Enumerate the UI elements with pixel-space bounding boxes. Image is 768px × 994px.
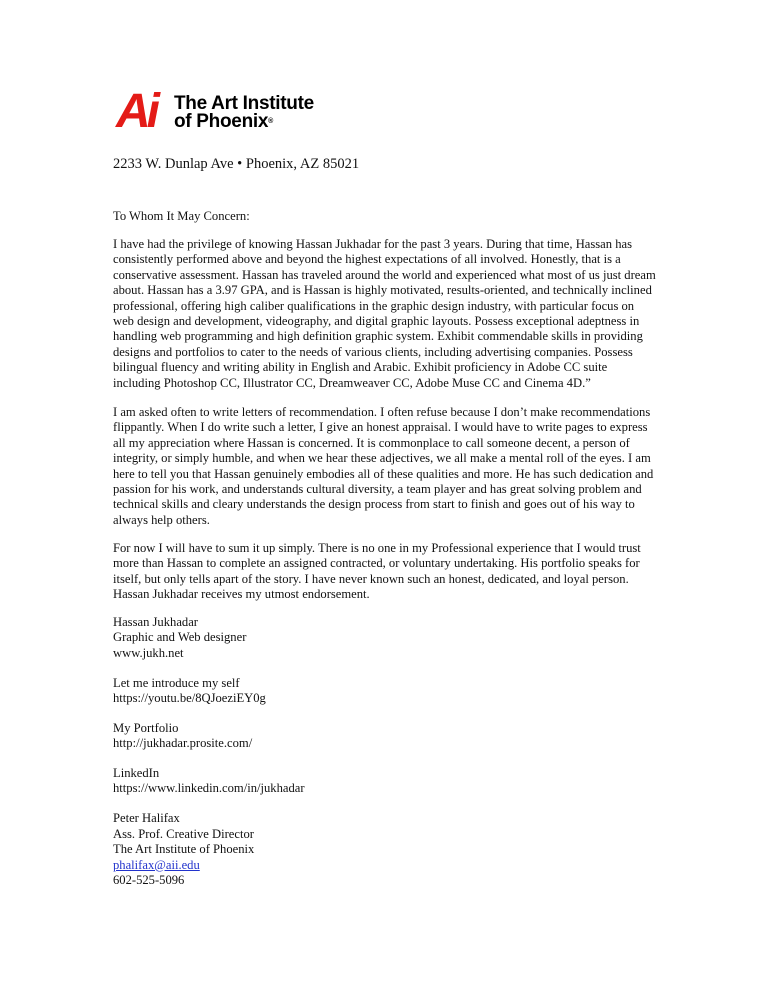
signer-email-link[interactable]: phalifax@aii.edu <box>113 857 200 872</box>
paragraph-line: about. Hassan has a 3.97 GPA, and is Hassan is highly motivated, results-oriented, and technically inclined <box>113 283 652 298</box>
paragraph-line: including Photoshop CC, Illustrator CC, Dreamweaver CC, Adobe Muse CC and Cinema 4D.” <box>113 375 591 390</box>
paragraph-line: designs and portfolios to cater to the needs of various clients, including advertising companies. Possess <box>113 344 633 359</box>
logo-line-1: The Art Institute <box>174 93 314 114</box>
intro-block <box>113 676 266 707</box>
ai-logo-mark: Ai <box>116 85 156 138</box>
logo-line-2 <box>174 113 314 131</box>
candidate-block <box>113 615 246 661</box>
paragraph-line: bilingual fluency and writing ability in English and Arabic. Exhibit proficiency in Adobe CC suite <box>113 360 608 375</box>
signature-block <box>113 811 254 889</box>
registered-mark: ® <box>268 118 273 125</box>
linkedin-block <box>113 766 305 797</box>
candidate-title: Graphic and Web designer <box>113 630 247 645</box>
candidate-name: Hassan Jukhadar <box>113 615 198 629</box>
paragraph-line: flippantly. When I do write such a letter, I give an honest appraisal. I would have to write pages to express <box>113 420 648 435</box>
paragraph-2 <box>113 405 653 528</box>
paragraph-line: itself, but only tells apart of the story. I have never known such an honest, dedicated, and loyal person. <box>113 571 629 586</box>
paragraph-1 <box>113 237 656 391</box>
paragraph-line: consistently performed above and beyond the highest expectations of all involved. Honestly, that is a <box>113 252 621 267</box>
paragraph-line: here to tell you that Hassan genuinely embodies all of these qualities and more. He has such dedication and <box>113 466 654 481</box>
signer-organization: The Art Institute of Phoenix <box>113 842 255 857</box>
linkedin-label: LinkedIn <box>113 766 160 780</box>
candidate-website[interactable]: www.jukh.net <box>113 645 184 660</box>
signer-phone: 602-525-5096 <box>113 873 185 888</box>
paragraph-line: web design and development, videography, and digital graphic layouts. Possess exceptional adeptness in <box>113 314 640 329</box>
portfolio-link[interactable]: http://jukhadar.prosite.com/ <box>113 736 253 751</box>
paragraph-3 <box>113 541 641 603</box>
intro-label: Let me introduce my self <box>113 676 240 690</box>
signer-name: Peter Halifax <box>113 811 180 825</box>
paragraph-line: handling web programming and high definition graphic system. Exhibit commendable skills in providing <box>113 329 643 344</box>
logo-wordmark <box>174 95 314 131</box>
paragraph-line: professional, offering high caliber qualifications in the graphic design industry, with particular focus on <box>113 298 635 313</box>
paragraph-line: passion for his work, and understands cultural diversity, a team player and has great solving problem and <box>113 482 642 497</box>
linkedin-link[interactable]: https://www.linkedin.com/in/jukhadar <box>113 781 305 796</box>
paragraph-line: For now I will have to sum it up simply. There is no one in my Professional experience that I would trust <box>113 541 641 555</box>
paragraph-line: more than Hassan to complete an assigned contracted, or voluntary undertaking. His portfolio speaks for <box>113 556 640 571</box>
letterhead-address: 2233 W. Dunlap Ave • Phoenix, AZ 85021 <box>113 156 360 172</box>
paragraph-line: I am asked often to write letters of recommendation. I often refuse because I don’t make recommendations <box>113 405 651 419</box>
paragraph-line: conservative assessment. Hassan has traveled around the world and experienced what most of us just dream <box>113 267 656 282</box>
paragraph-line: I have had the privilege of knowing Hassan Jukhadar for the past 3 years. During that time, Hassan has <box>113 237 633 251</box>
paragraph-line: Hassan Jukhadar receives my utmost endorsement. <box>113 587 370 602</box>
paragraph-line: always help others. <box>113 512 210 527</box>
paragraph-line: technical skills and cleary understands the design process from start to finish and goes out of his way to <box>113 497 635 512</box>
logo-line-2-text: of Phoenix <box>174 111 269 132</box>
paragraph-line: integrity, or simply humble, and when we hear these adjectives, we all make a mental roll of the eyes. I am <box>113 451 651 466</box>
salutation: To Whom It May Concern: <box>113 209 250 223</box>
intro-video-link[interactable]: https://youtu.be/8QJoeziEY0g <box>113 691 266 706</box>
art-institute-logo <box>116 85 326 138</box>
paragraph-line: all my appreciation where Hassan is concerned. It is commonplace to call someone decent, a person of <box>113 435 630 450</box>
portfolio-label: My Portfolio <box>113 721 179 735</box>
signer-title: Ass. Prof. Creative Director <box>113 826 254 841</box>
portfolio-block <box>113 721 252 752</box>
